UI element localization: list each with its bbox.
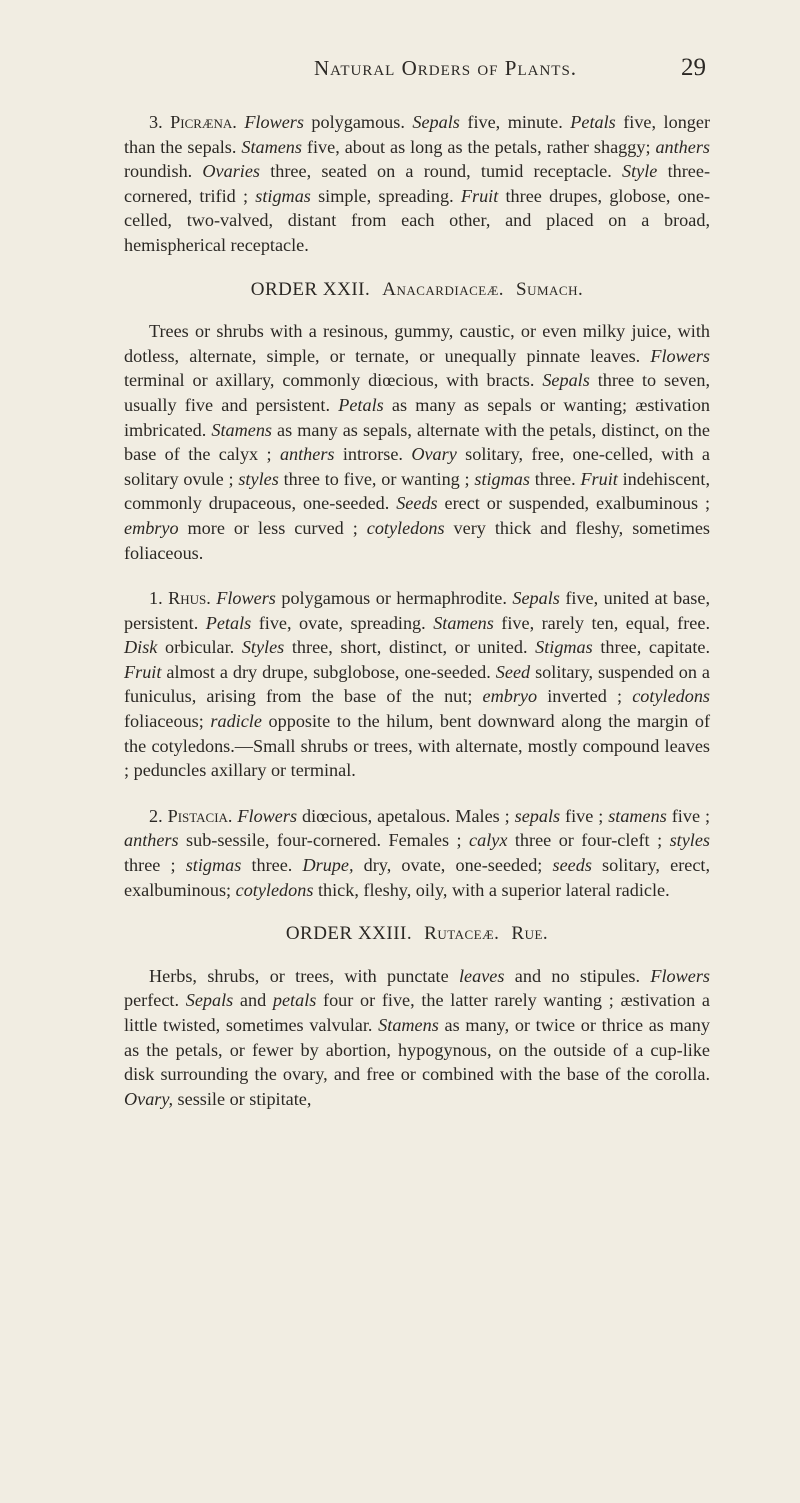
genus-name: Picræna. — [170, 112, 237, 132]
order-heading-xxiii: ORDER XXIII. Rutaceæ. Rue. — [285, 923, 549, 945]
genus-entry-picraena: 3. Picræna. Flowers polygamous. Sepals five, minute. Petals five, longer than the sepals. Stamens five, about as long as the petals, rather shaggy; anthers roundish. Ovaries three, seated on a round, tumid receptacle. Style three-cornered, trifid ; stigmas simple, spreading. Fruit three drupes, globose, one-celled, two-valved, distant from each other, and placed on a broad, hemispherical receptacle. — [124, 112, 711, 255]
paragraph-gap — [124, 783, 710, 804]
genus-name: Pistacia. — [167, 805, 233, 826]
running-title: Natural Orders of Plants. — [314, 56, 578, 80]
genus-entry-rhus: 1. Rhus. Flowers polygamous or hermaphrodite. Sepals five, united at base, persistent. Petals five, ovate, spreading. Stamens five, rarely ten, equal, free. Disk orbicular. Styles three, short, distinct, or united. Stigmas three, capitate. Fruit almost a dry drupe, subglobose, one-seeded. Seed solitary, suspended on a funiculus, arising from the base of the nut; embryo inverted ; cotyledons foliaceous; radicle opposite to the hilum, bent downward along the margin of the cotyledons.—Small shrubs or trees, with alternate, mostly compound leaves ; peduncles axillary or terminal. — [124, 588, 710, 781]
order-description-anacardiaceae: Trees or shrubs with a resinous, gummy, caustic, or even milky juice, with dotless, alternate, simple, or ternate, or unequally pinnate leaves. Flowers terminal or axillary, commonly diœcious, with bracts. Sepals three to seven, usually five and persistent. Petals as many as sepals or wanting; æstivation imbricated. Stamens as many as sepals, alternate with the petals, distinct, on the base of the calyx ; anthers introrse. Ovary solitary, free, one-celled, with a solitary ovule ; styles three to five, or wanting ; stigmas three. Fruit indehiscent, commonly drupaceous, one-seeded. Seeds erect or suspended, exalbuminous ; embryo more or less curved ; cotyledons very thick and fleshy, sometimes foliaceous. — [124, 321, 711, 563]
running-head — [124, 56, 710, 90]
page-number: 29 — [681, 54, 706, 81]
genus-name: Rhus. — [168, 588, 211, 609]
order-description-rutaceae: Herbs, shrubs, or trees, with punctate leaves and no stipules. Flowers perfect. Sepals and petals four or five, the latter rarely wanting ; æstivation a little twisted, sometimes valvular. Stamens as many, or twice or thrice as many as the petals, or fewer by abortion, hypogynous, on the outside of a cup-like disk surrounding the ovary, and free or combined with the base of the corolla. Ovary, sessile or stipitate, — [124, 965, 710, 1109]
page-body — [124, 110, 710, 1111]
order-heading-xxii: ORDER XXII. Anacardiaceæ. Sumach. — [250, 278, 584, 300]
genus-entry-pistacia: 2. Pistacia. Flowers diœcious, apetalous. Males ; sepals five ; stamens five ; anthers sub-sessile, four-cornered. Females ; calyx three or four-cleft ; styles three ; stigmas three. Drupe, dry, ovate, one-seeded; seeds solitary, erect, exalbuminous; cotyledons thick, fleshy, oily, with a superior lateral radicle. — [124, 805, 711, 900]
paragraph-gap — [124, 565, 710, 586]
